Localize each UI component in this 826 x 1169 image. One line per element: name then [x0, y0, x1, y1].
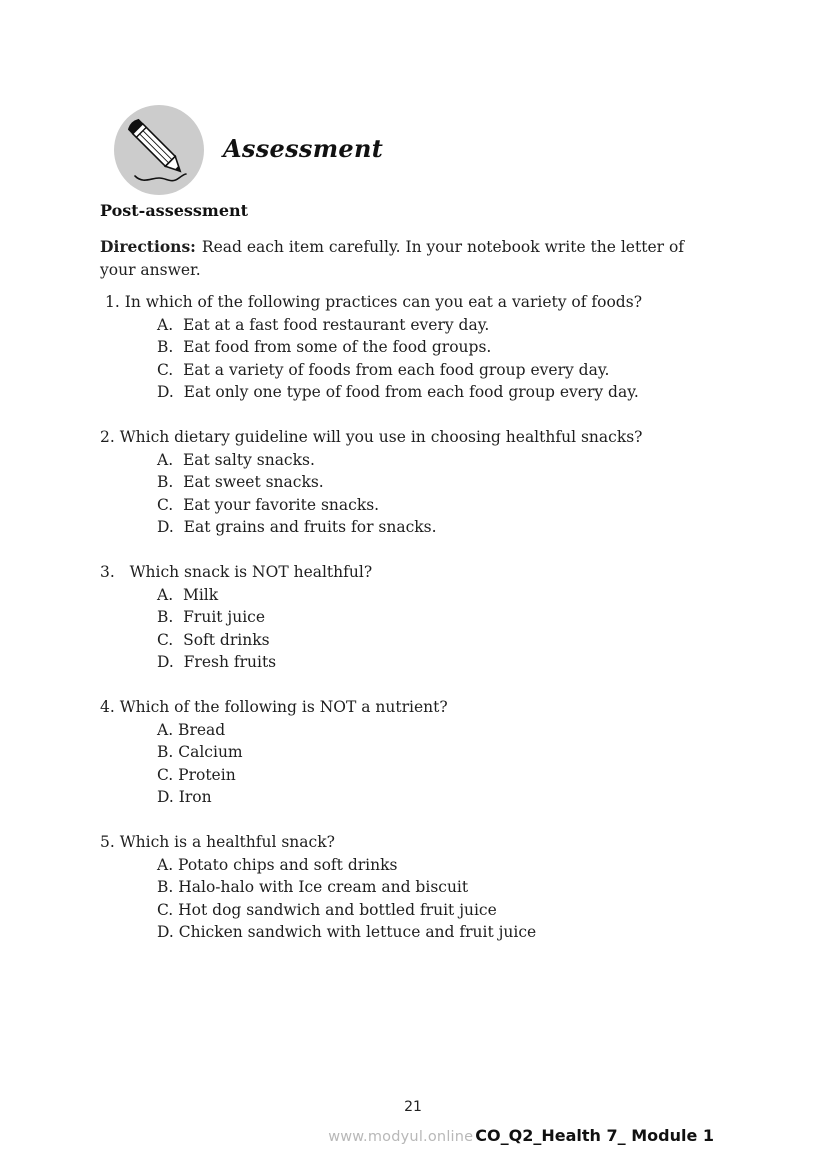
option-list: [100, 449, 740, 539]
option-b: B. Calcium: [157, 743, 243, 762]
option-a: A. Eat salty snacks.: [157, 450, 315, 469]
option-b: B. Fruit juice: [157, 608, 266, 627]
page-title: Assessment: [223, 134, 384, 163]
option-list: [100, 854, 740, 944]
question-4: [100, 696, 740, 809]
page-number: 21: [404, 1099, 422, 1115]
question-2: [100, 426, 740, 539]
option-d: D. Eat grains and fruits for snacks.: [157, 518, 437, 537]
option-d: D. Chicken sandwich with lettuce and fruit juice: [157, 923, 537, 942]
directions: [100, 235, 720, 282]
option-d: D. Iron: [157, 788, 212, 807]
option-d: D. Eat only one type of food from each food group every day.: [157, 383, 639, 402]
question-stem: 5. Which is a healthful snack?: [100, 833, 335, 851]
question-stem: 4. Which of the following is NOT a nutrient?: [100, 698, 448, 716]
option-list: [100, 584, 740, 674]
option-b: B. Eat sweet snacks.: [157, 473, 324, 492]
option-b: B. Halo-halo with Ice cream and biscuit: [157, 878, 469, 897]
footer: [328, 1126, 714, 1145]
option-a: A. Bread: [157, 720, 226, 739]
option-c: C. Protein: [157, 765, 236, 784]
option-list: [100, 314, 740, 404]
option-c: C. Eat your favorite snacks.: [157, 495, 380, 514]
option-b: B. Eat food from some of the food groups.: [157, 338, 492, 357]
question-stem: 3. Which snack is NOT healthful?: [100, 563, 373, 581]
option-d: D. Fresh fruits: [157, 653, 277, 672]
directions-label: Directions:: [100, 237, 196, 256]
question-stem: 2. Which dietary guideline will you use in choosing healthful snacks?: [100, 428, 643, 446]
option-a: A. Milk: [157, 585, 219, 604]
option-a: A. Eat at a fast food restaurant every day.: [157, 315, 490, 334]
question-3: [100, 561, 740, 674]
question-1: [100, 291, 740, 404]
question-stem: 1. In which of the following practices can you eat a variety of foods?: [105, 293, 642, 311]
option-c: C. Hot dog sandwich and bottled fruit juice: [157, 900, 497, 919]
pencil-icon: [113, 104, 205, 196]
module-label: CO_Q2_Health 7_ Module 1: [475, 1126, 714, 1145]
option-c: C. Soft drinks: [157, 630, 270, 649]
option-c: C. Eat a variety of foods from each food group every day.: [157, 360, 610, 379]
section-title: Post-assessment: [100, 201, 249, 220]
option-a: A. Potato chips and soft drinks: [157, 855, 398, 874]
option-list: [100, 719, 740, 809]
watermark-link[interactable]: www.modyul.online: [328, 1129, 474, 1145]
directions-text: Read each item carefully. In your notebook write the letter of your answer.: [100, 238, 685, 279]
question-5: [100, 831, 740, 944]
